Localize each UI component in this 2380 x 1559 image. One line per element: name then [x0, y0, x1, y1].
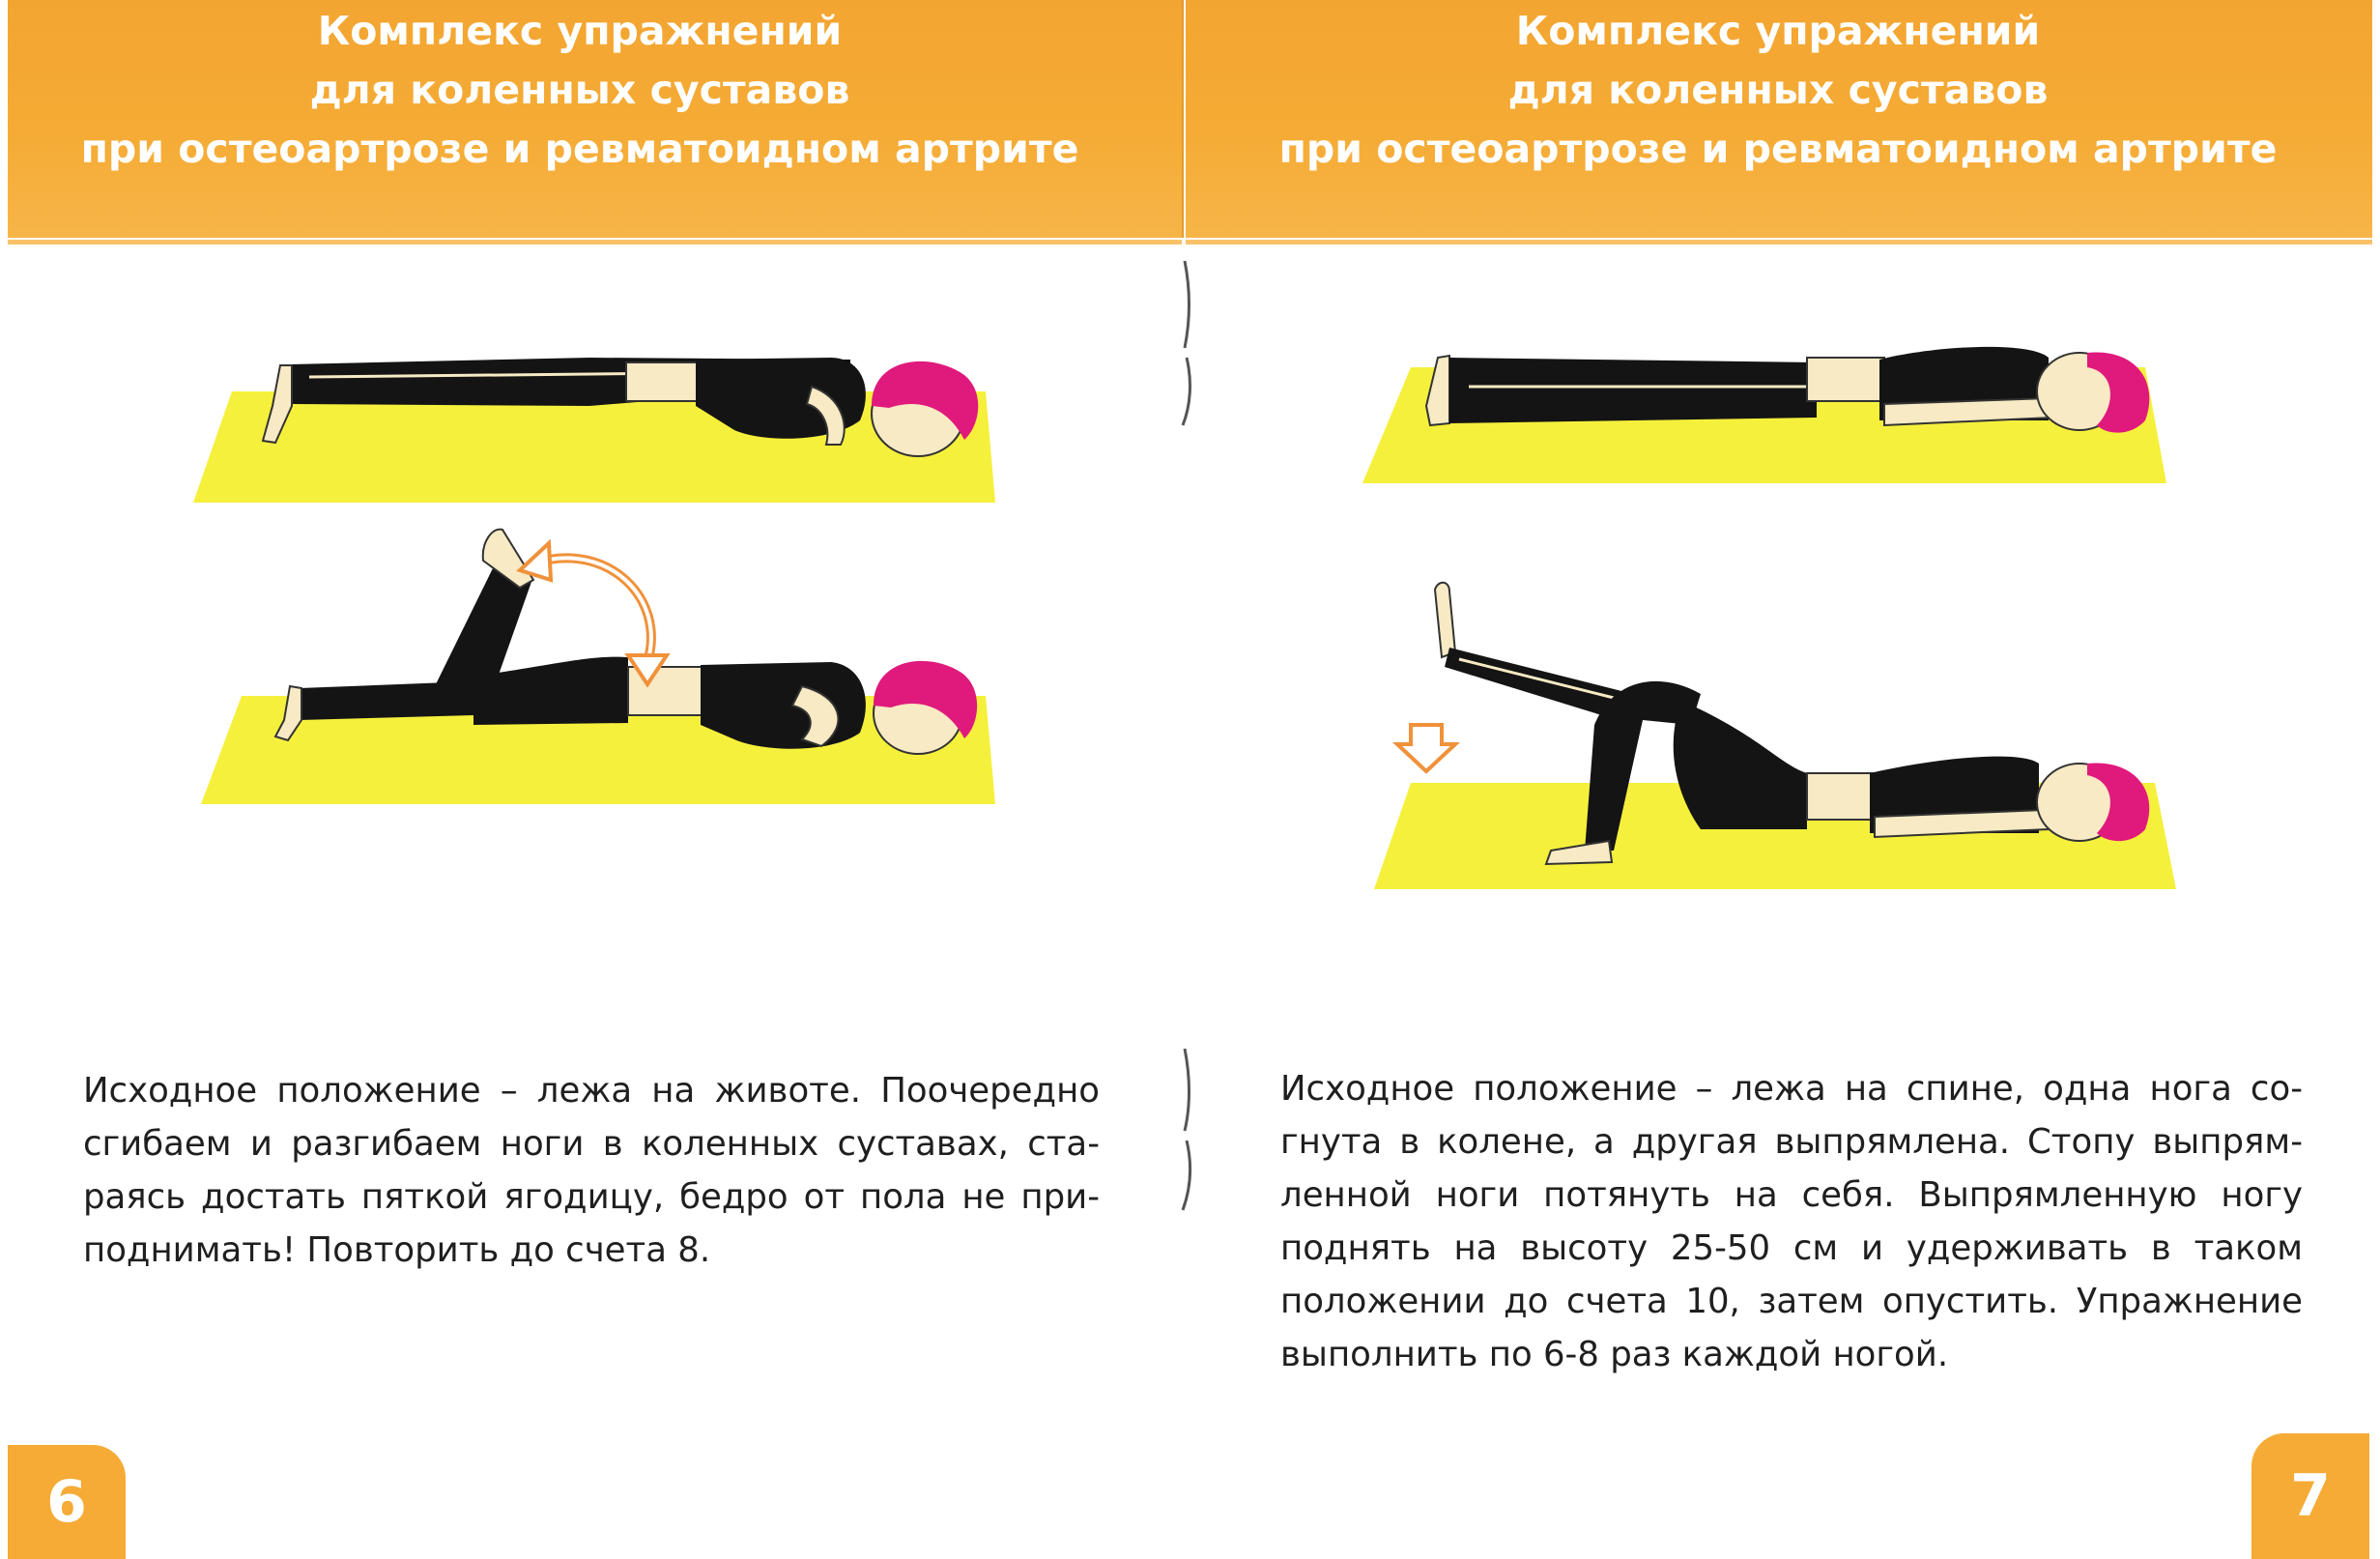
page-6-instructions: Исходное положение – лежа на животе. Поочередно сгибаем и разгибаем ноги в коленных суставах, стараясь достать пяткой ягодицу, бедро от пола не приподнимать! Повторить до счета 8.: [83, 1070, 1100, 1270]
page-7-instructions: Исходное положение – лежа на спине, одна нога согнута в колене, а другая выпрямлена. Стопу выпрямленной ноги потянуть на себя. Выпрямленную ногу поднять на высоту 25-50 см и удерживать в таком положении до счета 10, затем опустить. Упражнение выполнить по 6-8 раз каждой ногой.: [1280, 1068, 2303, 1374]
prone-start-illustration: [184, 338, 1015, 512]
page-7-title: [1237, 2, 2319, 179]
page-number-7: 7: [2251, 1433, 2369, 1559]
prone-knee-bend-illustration: [184, 522, 1015, 812]
page-7-header-rule: [1186, 240, 2372, 245]
down-arrow-icon: [1397, 725, 1455, 771]
title-line-3: при остеоартрозе и ревматоидном артрите: [80, 126, 1079, 172]
page-6-header-rule: [8, 240, 1182, 245]
supine-start-illustration: [1353, 329, 2184, 493]
title-line-1: Комплекс упражнений: [317, 8, 843, 54]
title-line-1: Комплекс упражнений: [1515, 8, 2041, 54]
title-line-3: при остеоартрозе и ревматоидном артрите: [1278, 126, 2278, 172]
title-line-2: для коленных суставов: [309, 67, 850, 113]
staple-icon: [1177, 251, 1196, 435]
title-line-2: для коленных суставов: [1507, 67, 2049, 113]
page-6-title: [39, 2, 1121, 179]
supine-leg-raise-illustration: [1353, 580, 2184, 899]
staple-icon: [1177, 1044, 1196, 1218]
page-number-6: 6: [8, 1445, 126, 1559]
